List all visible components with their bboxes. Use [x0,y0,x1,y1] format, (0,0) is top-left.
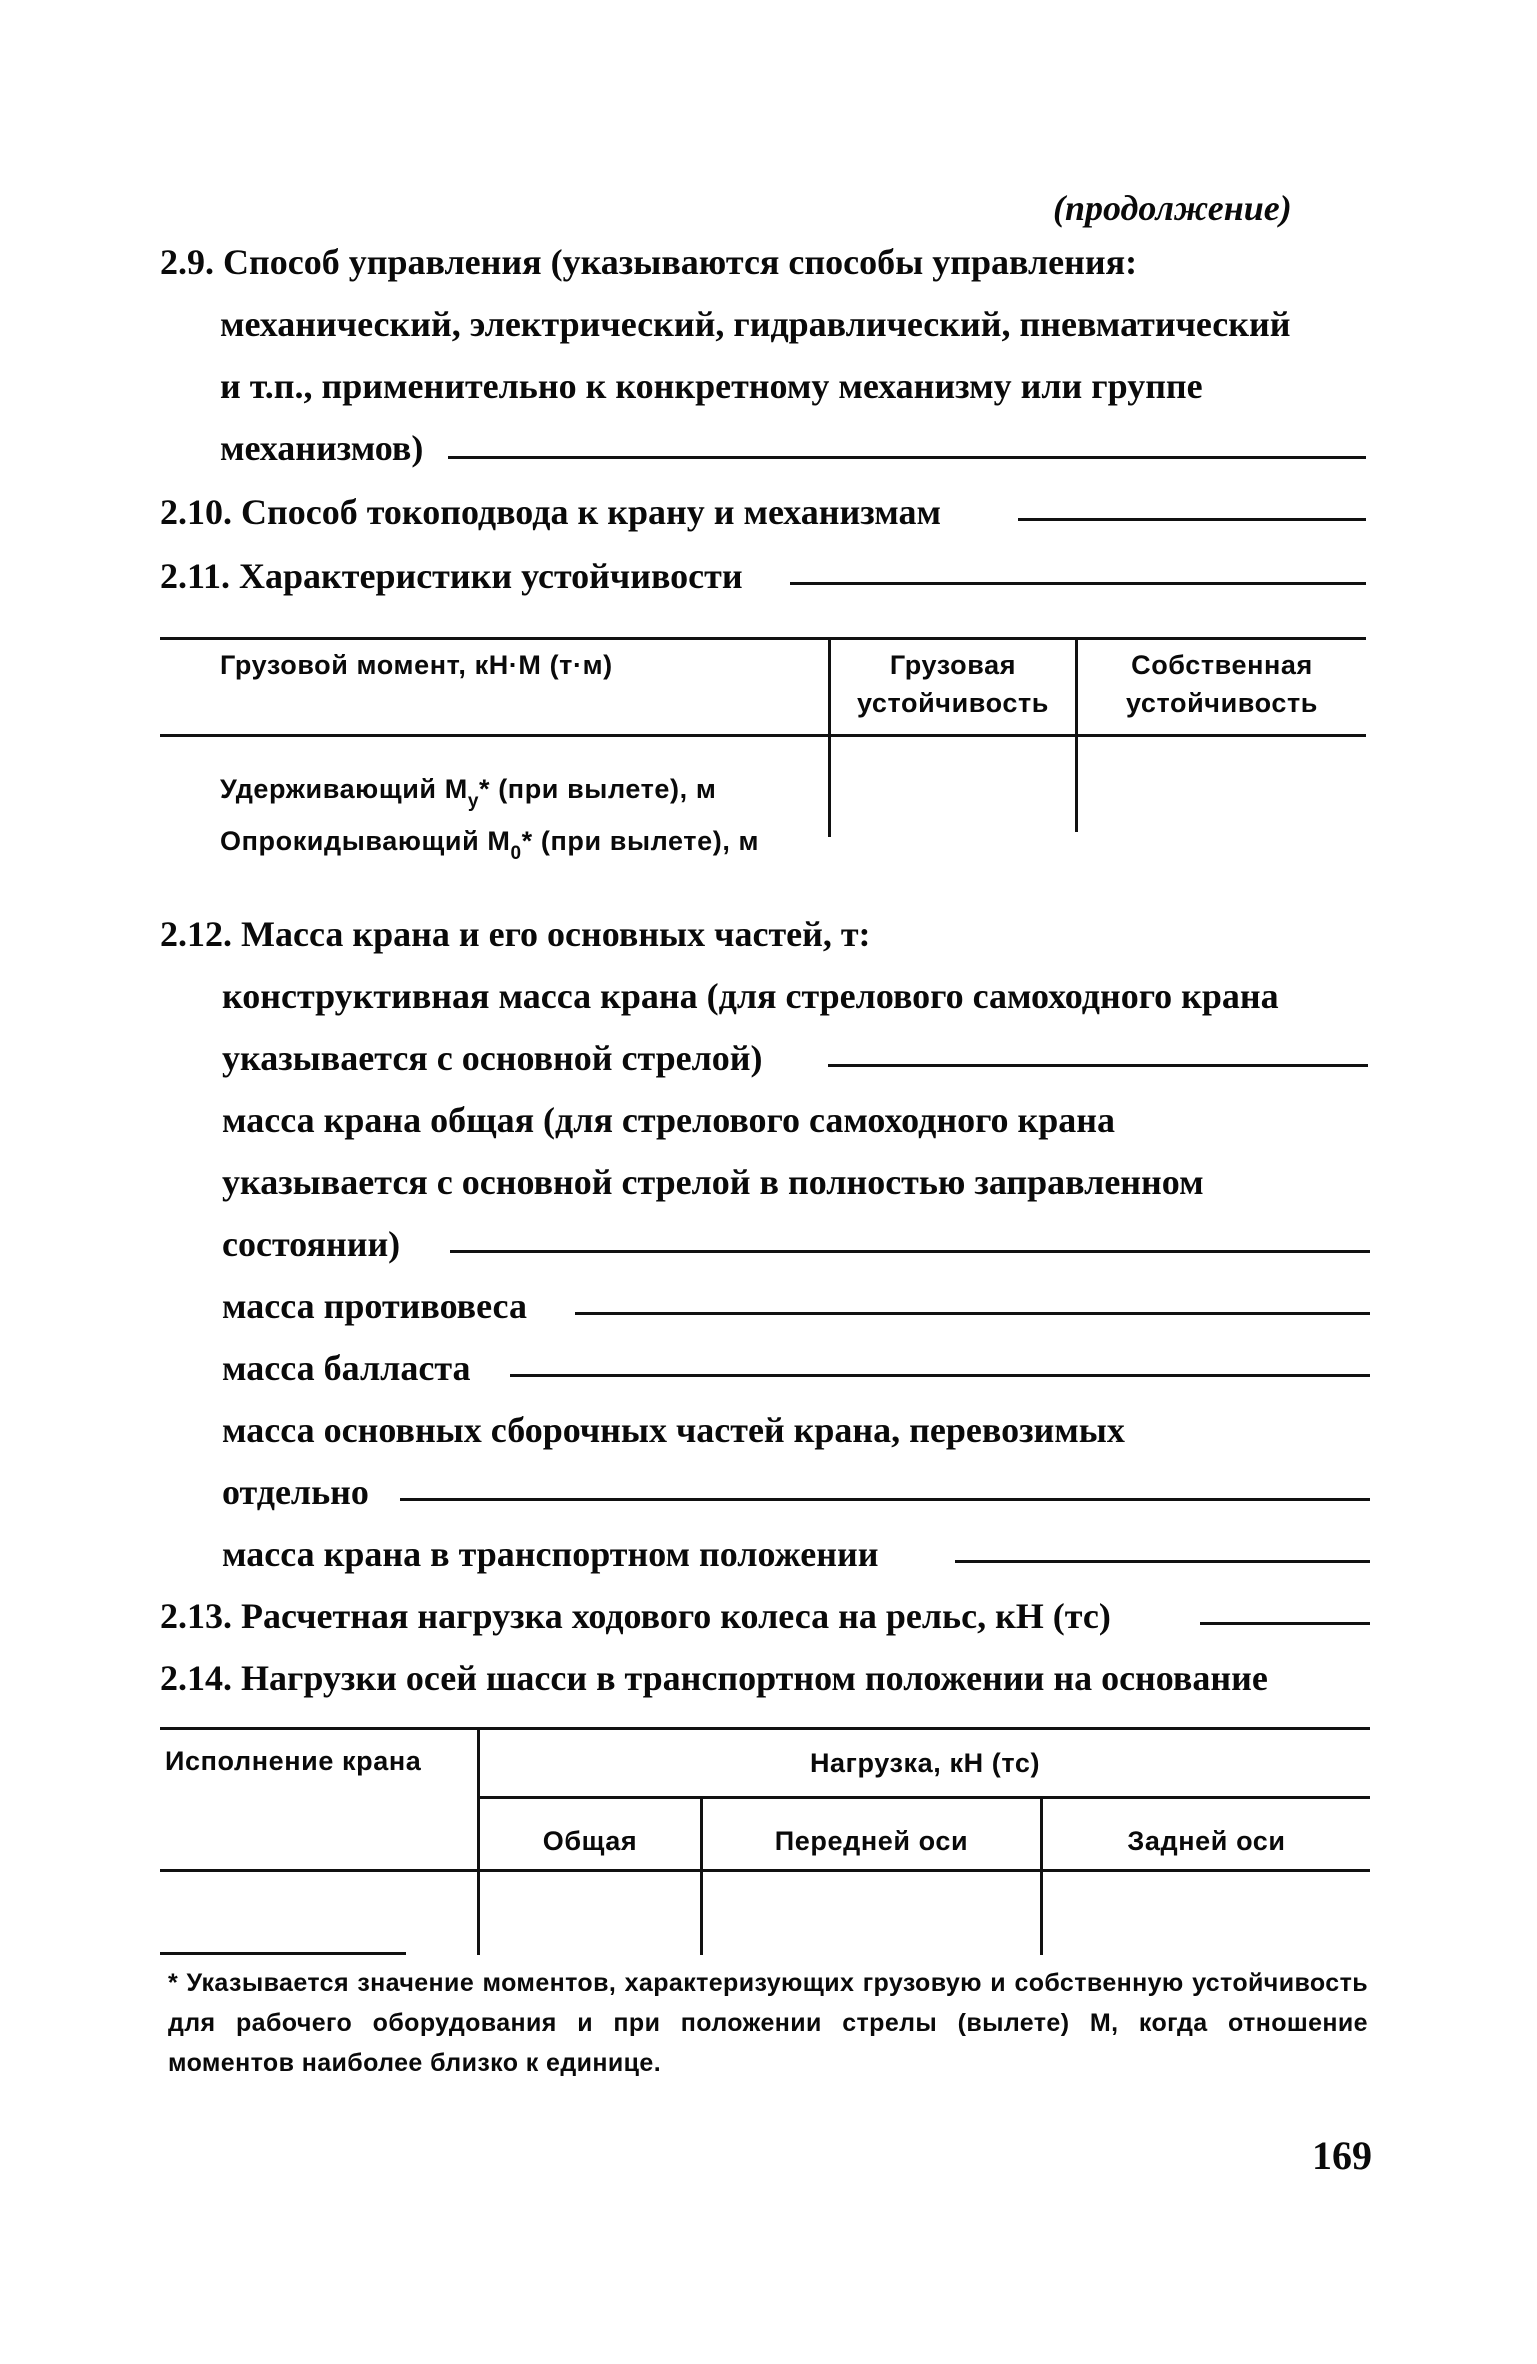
load-sub-front-axle-header: Передней оси [774,1826,969,1856]
section-2-9-line-2: механический, электрический, гидравлический, пневматический [220,304,1291,344]
section-2-12-line-1: конструктивная масса крана (для стрелового самоходного крана [222,976,1279,1016]
section-2-12-line-2: указывается с основной стрелой) [222,1038,763,1078]
stability-col-moment-header: Грузовой момент, кН·М (т·м) [220,650,613,680]
section-2-12-line-6: масса противовеса [222,1286,527,1326]
page-number: 169 [1312,2133,1372,2178]
section-2-9-line-1: 2.9. Способ управления (указываются способы управления: [160,242,1138,282]
footnote: * Указывается значение моментов, характеризующих грузовую и собственную устойчивость для рабочего оборудования и при положении стрелы (вылете) M, когда отношение моментов наиболее близко к единице. [168,1969,1368,2077]
section-2-12-line-7: масса балласта [222,1348,471,1388]
fill-line-wheel-load [1200,1622,1370,1625]
stability-table-top-rule [160,637,1366,640]
section-2-14: 2.14. Нагрузки осей шасси в транспортном положении на основание [160,1658,1268,1698]
fill-line-counterweight [575,1312,1370,1315]
load-sub-rear-axle-header: Задней оси [1127,1826,1286,1856]
section-2-9-line-3: и т.п., применительно к конкретному механизму или группе [220,366,1203,406]
section-2-11: 2.11. Характеристики устойчивости [160,556,743,596]
fill-line-assembly-parts [400,1498,1370,1501]
fill-line-transport-mass [955,1560,1370,1563]
stability-col-load-header-l2: устойчивость [856,688,1049,718]
load-table-divider-3 [1040,1796,1043,1955]
stability-row-holding-moment: Удерживающий $M_у*$ (при вылете), м [220,774,717,812]
section-2-12-line-3: масса крана общая (для стрелового самоходного крана [222,1100,1116,1140]
section-2-12-line-4: указывается с основной стрелой в полностью заправленном [222,1162,1204,1202]
stability-col-own-header-l2: устойчивость [1125,688,1318,718]
stability-col-load-header-l1: Грузовая [889,650,1017,680]
continued-label: (продолжение) [1053,188,1292,228]
section-2-13: 2.13. Расчетная нагрузка ходового колеса на рельс, кН (тс) [160,1596,1111,1636]
fill-line-ballast [510,1374,1370,1377]
load-col-version-header: Исполнение крана [165,1746,422,1776]
section-2-12-title: 2.12. Масса крана и его основных частей, т: [160,914,871,954]
section-2-12-line-10: масса крана в транспортном положении [222,1534,879,1574]
load-table-bottom-rule [160,1952,406,1955]
section-2-12-line-8: масса основных сборочных частей крана, перевозимых [222,1410,1125,1450]
load-sub-total-header: Общая [542,1826,638,1856]
stability-table-header-rule [160,734,1366,737]
section-2-12-line-9: отдельно [222,1472,369,1512]
fill-line-2-10 [1018,518,1366,521]
load-table-header-rule [160,1869,1370,1872]
load-table-top-rule [160,1727,1370,1730]
section-2-10: 2.10. Способ токоподвода к крану и механизмам [160,492,942,532]
stability-col-own-header-l1: Собственная [1131,650,1313,680]
fill-line-2-9 [448,456,1366,459]
section-2-9-line-4: механизмов) [220,428,424,468]
fill-line-total-mass [450,1250,1370,1253]
load-group-header: Нагрузка, кН (тс) [809,1748,1041,1778]
stability-row-overturning-moment: Опрокидывающий $M_0*$ (при вылете), м [220,826,760,864]
load-table-divider-2 [700,1796,703,1955]
fill-line-2-11 [790,582,1366,585]
load-table-group-rule [477,1796,1370,1799]
section-2-12-line-5: состоянии) [222,1224,401,1264]
fill-line-structural-mass [828,1064,1368,1067]
